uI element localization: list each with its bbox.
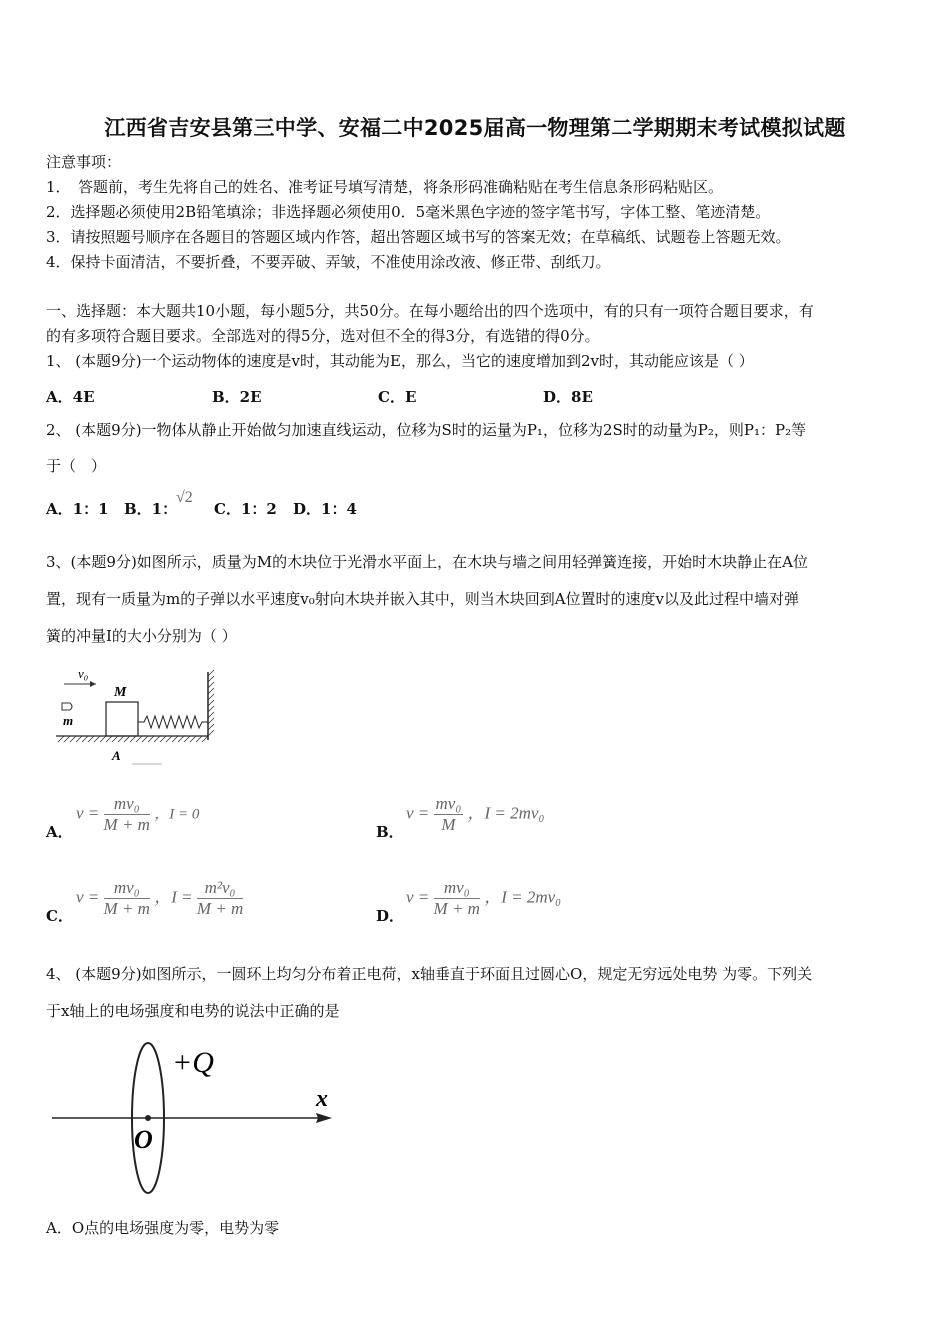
q4-option-a: A．O点的电场强度为零，电势为零 xyxy=(46,1219,280,1237)
charge-label: +Q xyxy=(172,1046,214,1079)
q3-option-b-formula: v = $\frac{\text{mv₀}}{M}$ ，I = 2mv₀ xyxy=(406,794,545,834)
question-3-stem-cont: 簧的冲量I的大小分别为（ ） xyxy=(46,627,237,645)
notice-heading: 注意事项： xyxy=(46,153,122,171)
notice-item: 2．选择题必须使用2B铅笔填涂；非选择题必须使用0．5毫米黑色字迹的签字笔书写，字体工整、笔迹清楚。 xyxy=(46,203,771,221)
q3-option-a-formula: v = $\frac{\text{mv₀}}{M + m}$ ，I = 0 xyxy=(76,794,200,834)
origin-label: O xyxy=(134,1125,153,1154)
v0-label: v₀ xyxy=(78,666,89,681)
bullet-mass-label: m xyxy=(63,713,74,728)
spring-block-diagram xyxy=(50,664,230,768)
q1-option-b: B．2E xyxy=(212,388,262,406)
q2-option-b: B．1： xyxy=(124,500,178,518)
spring xyxy=(138,716,208,728)
q2-option-d: D．1：4 xyxy=(293,500,357,518)
q3-option-a-label: A． xyxy=(46,823,73,841)
question-2-stem: 2、 (本题9分)一物体从静止开始做匀加速直线运动，位移为S时的运量为P₁，位移为2S时的动量为P₂，则P₁：P₂等 xyxy=(46,421,807,439)
x-axis-label: x xyxy=(316,1086,328,1112)
q3-option-d-label: D． xyxy=(376,907,405,925)
q3-option-c-formula: v = $\frac{\text{mv₀}}{M + m}$ ，I = $\frac{\text{m²v₀}}{M + m}$ xyxy=(76,878,244,918)
q1-option-c: C．E xyxy=(378,388,417,406)
q1-option-d: D．8E xyxy=(543,388,593,406)
notice-item: 3．请按照题号顺序在各题目的答题区域内作答，超出答题区域书写的答案无效；在草稿纸、试题卷上答题无效。 xyxy=(46,228,791,246)
question-4-stem-cont: 于x轴上的电场强度和电势的说法中正确的是 xyxy=(46,1002,340,1020)
block xyxy=(106,702,138,736)
q3-option-c-label: C． xyxy=(46,907,73,925)
position-a-label: A xyxy=(112,748,121,763)
page-title: 江西省吉安县第三中学、安福二中2025届高一物理第二学期期末考试模拟试题 xyxy=(104,116,846,140)
notice-item: 4．保持卡面清洁，不要折叠，不要弄破、弄皱，不准使用涂改液、修正带、刮纸刀。 xyxy=(46,253,611,271)
sqrt2-symbol: √2 xyxy=(176,489,193,506)
question-3-stem-cont: 置，现有一质量为m的子弹以水平速度v₀射向木块并嵌入其中，则当木块回到A位置时的速度v以及此过程中墙对弹 xyxy=(46,590,800,608)
section-instructions: 的有多项符合题目要求。全部选对的得5分，选对但不全的得3分，有选错的得0分。 xyxy=(46,327,600,345)
q2-option-c: C．1：2 xyxy=(214,500,277,518)
block-mass-label: M xyxy=(114,685,127,700)
question-4-stem: 4、 (本题9分)如图所示，一圆环上均匀分布着正电荷，x轴垂直于环面且过圆心O，规定无穷远处电势 为零。下列关 xyxy=(46,965,813,983)
section-instructions: 一、选择题：本大题共10小题，每小题5分，共50分。在每小题给出的四个选项中，有的只有一项符合题目要求，有 xyxy=(46,302,814,320)
charged-ring-diagram xyxy=(50,1036,350,1200)
q3-option-b-label: B． xyxy=(376,823,404,841)
question-3-stem: 3、(本题9分)如图所示，质量为M的木块位于光滑水平面上，在木块与墙之间用轻弹簧连接，开始时木块静止在A位 xyxy=(46,553,808,571)
question-1-stem: 1、 (本题9分)一个运动物体的速度是v时，其动能为E，那么，当它的速度增加到2v时，其动能应该是（ ） xyxy=(46,352,754,370)
bullet-shape xyxy=(62,703,72,710)
question-2-stem-cont: 于（ ） xyxy=(46,457,107,475)
q3-option-d-formula: v = $\frac{\text{mv₀}}{M + m}$ ，I = 2mv₀ xyxy=(406,878,562,918)
center-point xyxy=(145,1115,151,1121)
x-axis-arrow xyxy=(316,1113,332,1123)
q2-option-a: A．1：1 xyxy=(46,500,109,518)
notice-item: 1． 答题前，考生先将自己的姓名、准考证号填写清楚，将条形码准确粘贴在考生信息条形码粘贴区。 xyxy=(46,178,724,196)
q1-option-a: A．4E xyxy=(46,388,95,406)
